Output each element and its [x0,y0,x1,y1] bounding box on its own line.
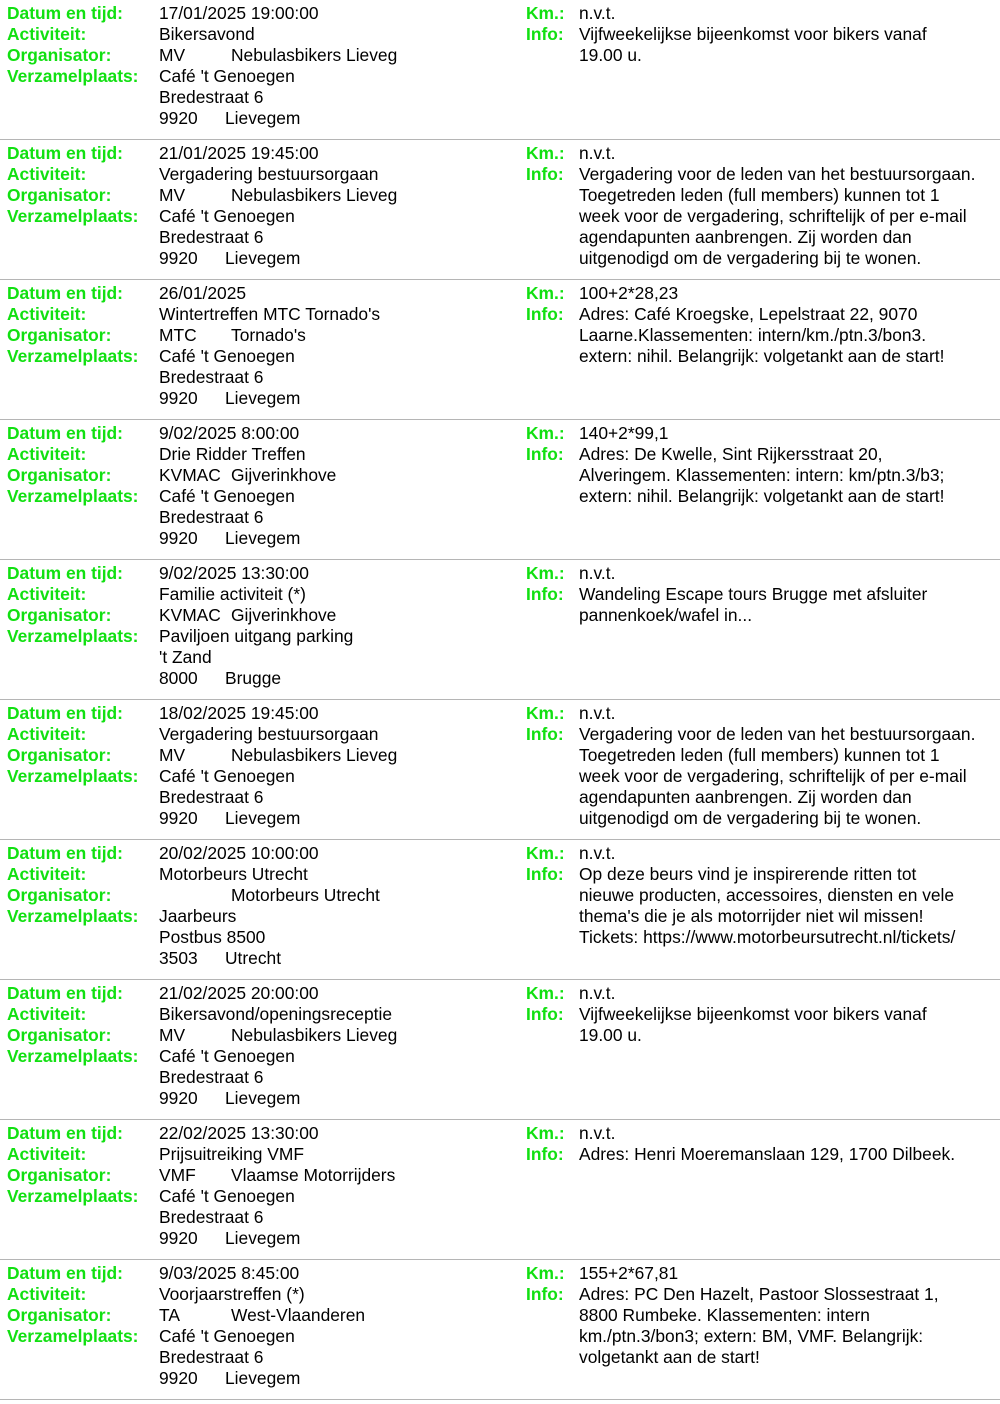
organizer-name: West-Vlaanderen [231,1305,366,1325]
km-label: Km.: [526,703,565,723]
km-label: Km.: [526,843,565,863]
meeting-zip: 3503 [159,948,198,968]
meeting-point-label: Verzamelplaats: [7,486,139,506]
organizer-code: VMF [159,1165,196,1185]
info-line: 8800 Rumbeke. Klassementen: intern [579,1305,870,1325]
event-date: 9/02/2025 13:30:00 [159,563,309,583]
organizer-code: MV [159,745,186,765]
info-line: 19.00 u. [579,45,642,65]
km-label: Km.: [526,563,565,583]
organizer-label: Organisator: [7,1305,112,1325]
info-line: Laarne.Klassementen: intern/km./ptn.3/bon3. [579,325,927,345]
date-label: Datum en tijd: [7,843,123,863]
info-line: Vergadering voor de leden van het bestuursorgaan. [579,724,976,744]
meeting-street: Bredestraat 6 [159,1347,264,1367]
organizer-code: MV [159,1025,186,1045]
info-line: Vijfweekelijkse bijeenkomst voor bikers vanaf [579,1004,927,1024]
meeting-zip: 9920 [159,1088,198,1108]
event-date: 20/02/2025 10:00:00 [159,843,319,863]
event-record [0,280,1000,420]
organizer-name: Nebulasbikers Lieveg [231,1025,398,1045]
event-record [0,980,1000,1120]
activity-label: Activiteit: [7,724,87,744]
organizer-name: Nebulasbikers Lieveg [231,745,398,765]
event-activity: Familie activiteit (*) [159,584,306,604]
meeting-place: Café 't Genoegen [159,486,295,506]
event-record [0,700,1000,840]
organizer-name: Motorbeurs Utrecht [231,885,380,905]
event-km: n.v.t. [579,563,616,583]
meeting-point-label: Verzamelplaats: [7,906,139,926]
meeting-street: Bredestraat 6 [159,227,264,247]
info-line: volgetankt aan de start! [579,1347,760,1367]
activity-label: Activiteit: [7,24,87,44]
event-km: n.v.t. [579,703,616,723]
organizer-code: MV [159,45,186,65]
organizer-code: KVMAC [159,605,221,625]
event-organizer [159,885,380,906]
event-activity: Wintertreffen MTC Tornado's [159,304,381,324]
event-date: 9/02/2025 8:00:00 [159,423,300,443]
info-line: Alveringem. Klassementen: intern: km/ptn.3/b3; [579,465,945,485]
km-label: Km.: [526,423,565,443]
event-km: 155+2*67,81 [579,1263,679,1283]
event-km: 140+2*99,1 [579,423,669,443]
info-label: Info: [526,1144,564,1164]
event-organizer [159,1165,395,1186]
event-km: n.v.t. [579,983,616,1003]
organizer-label: Organisator: [7,745,112,765]
meeting-place: Café 't Genoegen [159,66,295,86]
info-line: km./ptn.3/bon3; extern: BM, VMF. Belangrijk: [579,1326,924,1346]
event-activity: Voorjaarstreffen (*) [159,1284,305,1304]
info-label: Info: [526,864,564,884]
event-record [0,0,1000,140]
event-km: n.v.t. [579,143,616,163]
info-line: Adres: Henri Moeremanslaan 129, 1700 Dilbeek. [579,1144,956,1164]
event-organizer [159,325,306,346]
meeting-place: Jaarbeurs [159,906,237,926]
event-date: 18/02/2025 19:45:00 [159,703,319,723]
meeting-place: Paviljoen uitgang parking [159,626,354,646]
event-activity: Vergadering bestuursorgaan [159,724,379,744]
meeting-street: Bredestraat 6 [159,1207,264,1227]
meeting-city [159,108,300,129]
meeting-city-name: Lievegem [225,1228,301,1248]
organizer-name: Vlaamse Motorrijders [231,1165,396,1185]
event-activity: Bikersavond/openingsreceptie [159,1004,392,1024]
organizer-label: Organisator: [7,885,112,905]
info-line: Wandeling Escape tours Brugge met afsluiter [579,584,928,604]
meeting-place: Café 't Genoegen [159,1186,295,1206]
meeting-zip: 8000 [159,668,198,688]
info-label: Info: [526,584,564,604]
organizer-label: Organisator: [7,325,112,345]
meeting-zip: 9920 [159,1368,198,1388]
info-line: extern: nihil. Belangrijk: volgetankt aan de start! [579,346,945,366]
info-label: Info: [526,24,564,44]
meeting-city-name: Lievegem [225,108,301,128]
event-record [0,560,1000,700]
event-date: 22/02/2025 13:30:00 [159,1123,319,1143]
date-label: Datum en tijd: [7,1263,123,1283]
meeting-city-name: Lievegem [225,248,301,268]
event-activity: Vergadering bestuursorgaan [159,164,379,184]
info-line: uitgenodigd om de vergadering bij te wonen. [579,248,922,268]
event-km: n.v.t. [579,3,616,23]
date-label: Datum en tijd: [7,283,123,303]
info-line: Op deze beurs vind je inspirerende ritten tot [579,864,917,884]
info-line: Vijfweekelijkse bijeenkomst voor bikers vanaf [579,24,927,44]
meeting-city [159,248,300,269]
event-organizer [159,605,336,626]
activity-label: Activiteit: [7,1144,87,1164]
event-organizer [159,465,336,486]
organizer-name: Gijverinkhove [231,605,337,625]
event-activity: Bikersavond [159,24,255,44]
organizer-label: Organisator: [7,45,112,65]
event-record [0,840,1000,980]
organizer-label: Organisator: [7,605,112,625]
meeting-city-name: Lievegem [225,808,301,828]
meeting-city [159,1088,300,1109]
meeting-city [159,808,300,829]
meeting-street: 't Zand [159,647,212,667]
organizer-label: Organisator: [7,465,112,485]
meeting-street: Bredestraat 6 [159,87,264,107]
activity-label: Activiteit: [7,304,87,324]
info-label: Info: [526,304,564,324]
info-label: Info: [526,724,564,744]
meeting-city-name: Lievegem [225,528,301,548]
event-activity: Prijsuitreiking VMF [159,1144,304,1164]
meeting-zip: 9920 [159,808,198,828]
meeting-street: Bredestraat 6 [159,367,264,387]
meeting-city-name: Lievegem [225,1368,301,1388]
event-activity: Drie Ridder Treffen [159,444,306,464]
meeting-city-name: Lievegem [225,388,301,408]
date-label: Datum en tijd: [7,563,123,583]
meeting-point-label: Verzamelplaats: [7,1046,139,1066]
meeting-zip: 9920 [159,528,198,548]
activity-label: Activiteit: [7,1004,87,1024]
event-date: 21/02/2025 20:00:00 [159,983,319,1003]
meeting-zip: 9920 [159,388,198,408]
event-date: 9/03/2025 8:45:00 [159,1263,300,1283]
meeting-zip: 9920 [159,108,198,128]
meeting-point-label: Verzamelplaats: [7,1326,139,1346]
activity-label: Activiteit: [7,164,87,184]
meeting-city [159,948,281,969]
organizer-label: Organisator: [7,185,112,205]
organizer-name: Gijverinkhove [231,465,337,485]
meeting-place: Café 't Genoegen [159,206,295,226]
meeting-city [159,1368,300,1389]
organizer-code: MTC [159,325,197,345]
activity-label: Activiteit: [7,1284,87,1304]
date-label: Datum en tijd: [7,1123,123,1143]
meeting-zip: 9920 [159,1228,198,1248]
info-line: Adres: Café Kroegske, Lepelstraat 22, 9070 [579,304,918,324]
info-line: Adres: PC Den Hazelt, Pastoor Slossestraat 1, [579,1284,939,1304]
info-line: Tickets: https://www.motorbeursutrecht.nl/tickets/ [579,927,956,947]
meeting-city [159,528,300,549]
meeting-place: Café 't Genoegen [159,346,295,366]
km-label: Km.: [526,283,565,303]
info-label: Info: [526,1284,564,1304]
info-line: week voor de vergadering, schriftelijk of per e-mail [579,206,967,226]
event-date: 17/01/2025 19:00:00 [159,3,319,23]
event-organizer [159,1305,365,1326]
info-line: Toegetreden leden (full members) kunnen tot 1 [579,185,940,205]
info-line: Toegetreden leden (full members) kunnen tot 1 [579,745,940,765]
info-line: agendapunten aanbrengen. Zij worden dan [579,787,912,807]
info-line: pannenkoek/wafel in... [579,605,753,625]
meeting-street: Postbus 8500 [159,927,266,947]
date-label: Datum en tijd: [7,3,123,23]
info-label: Info: [526,1004,564,1024]
event-organizer [159,45,397,66]
km-label: Km.: [526,3,565,23]
info-line: thema's die je als motorrijder niet wil missen! [579,906,924,926]
organizer-label: Organisator: [7,1025,112,1045]
event-km: n.v.t. [579,1123,616,1143]
meeting-point-label: Verzamelplaats: [7,1186,139,1206]
organizer-name: Tornado's [231,325,306,345]
km-label: Km.: [526,1123,565,1143]
meeting-zip: 9920 [159,248,198,268]
meeting-city-name: Brugge [225,668,282,688]
info-line: nieuwe producten, accessoires, diensten en vele [579,885,955,905]
organizer-code: MV [159,185,186,205]
km-label: Km.: [526,983,565,1003]
organizer-code: TA [159,1305,180,1325]
event-km: n.v.t. [579,843,616,863]
activity-label: Activiteit: [7,864,87,884]
info-line: Adres: De Kwelle, Sint Rijkersstraat 20, [579,444,883,464]
event-record [0,1120,1000,1260]
info-line: uitgenodigd om de vergadering bij te wonen. [579,808,922,828]
meeting-place: Café 't Genoegen [159,766,295,786]
info-label: Info: [526,444,564,464]
event-date: 26/01/2025 [159,283,247,303]
info-line: 19.00 u. [579,1025,642,1045]
info-line: week voor de vergadering, schriftelijk of per e-mail [579,766,967,786]
organizer-label: Organisator: [7,1165,112,1185]
event-date: 21/01/2025 19:45:00 [159,143,319,163]
date-label: Datum en tijd: [7,423,123,443]
event-organizer [159,1025,397,1046]
km-label: Km.: [526,143,565,163]
event-record [0,140,1000,280]
activity-label: Activiteit: [7,444,87,464]
organizer-name: Nebulasbikers Lieveg [231,45,398,65]
km-label: Km.: [526,1263,565,1283]
meeting-city [159,388,300,409]
activity-label: Activiteit: [7,584,87,604]
meeting-city-name: Utrecht [225,948,282,968]
meeting-place: Café 't Genoegen [159,1326,295,1346]
meeting-city-name: Lievegem [225,1088,301,1108]
info-line: extern: nihil. Belangrijk: volgetankt aan de start! [579,486,945,506]
info-line: Vergadering voor de leden van het bestuursorgaan. [579,164,976,184]
event-record [0,420,1000,560]
event-activity: Motorbeurs Utrecht [159,864,308,884]
event-organizer [159,185,397,206]
meeting-point-label: Verzamelplaats: [7,626,139,646]
meeting-street: Bredestraat 6 [159,1067,264,1087]
meeting-point-label: Verzamelplaats: [7,346,139,366]
meeting-city [159,668,281,689]
date-label: Datum en tijd: [7,143,123,163]
meeting-point-label: Verzamelplaats: [7,66,139,86]
meeting-place: Café 't Genoegen [159,1046,295,1066]
event-km: 100+2*28,23 [579,283,679,303]
meeting-point-label: Verzamelplaats: [7,766,139,786]
info-label: Info: [526,164,564,184]
meeting-point-label: Verzamelplaats: [7,206,139,226]
meeting-street: Bredestraat 6 [159,787,264,807]
meeting-city [159,1228,300,1249]
organizer-name: Nebulasbikers Lieveg [231,185,398,205]
organizer-code: KVMAC [159,465,221,485]
meeting-street: Bredestraat 6 [159,507,264,527]
event-record [0,1260,1000,1400]
info-line: agendapunten aanbrengen. Zij worden dan [579,227,912,247]
date-label: Datum en tijd: [7,983,123,1003]
date-label: Datum en tijd: [7,703,123,723]
event-organizer [159,745,397,766]
